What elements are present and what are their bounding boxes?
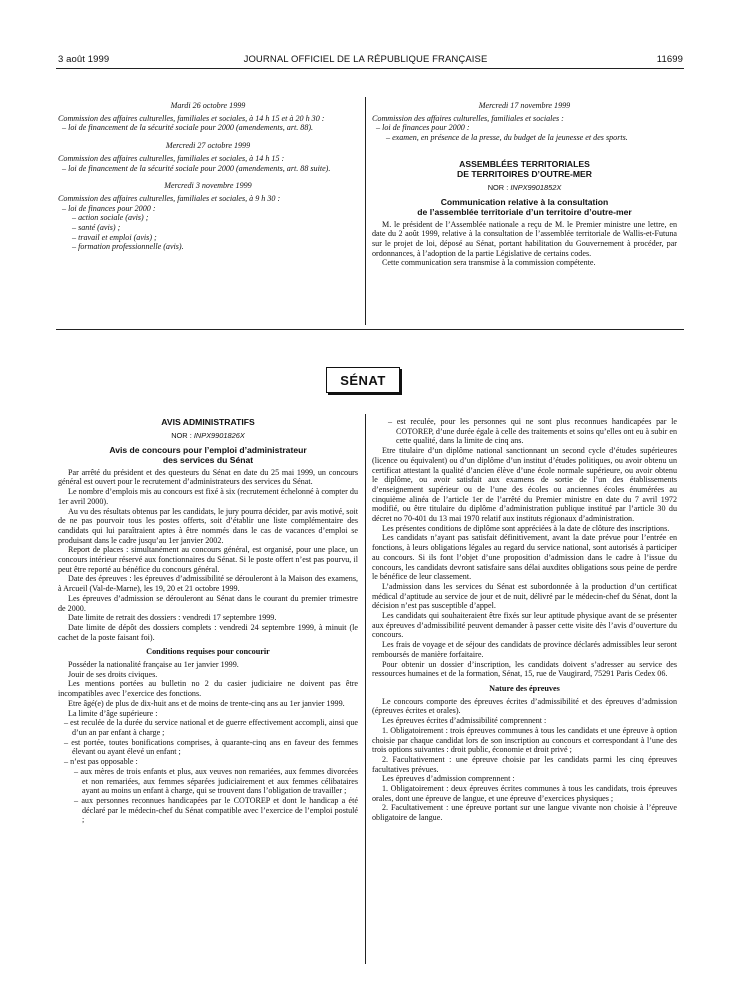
- page-number: 11699: [656, 54, 683, 65]
- avis-left-column: [58, 417, 358, 825]
- section-title: ASSEMBLÉES TERRITORIALES: [459, 158, 590, 169]
- paragraph: Posséder la nationalité française au 1er janvier 1999.: [68, 660, 239, 670]
- paragraph: Etre titulaire d’un diplôme national sanctionnant un second cycle d’études supérieures (licence ou équivalent) ou d’un diplôme d’un institut d’études politiques, ou avoir obtenu un certificat attestant la qualité d’ancien élève d’une école normale supérieure, ou avoir obtenu le diplôme, ou avoir satisfait aux examens de sortie de l’un des établissements d’enseignement supérieur ou de l’une des écoles ou anciennes écoles énumérées au cinquième alinéa de l’article 1er de l’arrêté du Premier ministre en date du 7 avril 1972 modifié, ou être titulaire du diplôme d’administration publique institué par l’article 30 du décret no 70-401 du 13 mai 1970 relatif aux instituts régionaux d’administration.: [372, 446, 677, 524]
- paragraph: La limite d’âge supérieure :: [68, 708, 158, 718]
- session-commission: Commission des affaires culturelles, familiales et sociales, à 14 h 15 :: [58, 153, 285, 163]
- paragraph: Date limite de retrait des dossiers : vendredi 17 septembre 1999.: [68, 613, 277, 623]
- agenda-subitem: – action sociale (avis) ;: [72, 213, 149, 223]
- paragraph: 2. Facultativement : une épreuve portant sur une langue vivante non choisie à l’épreuve obligatoire de langue.: [372, 803, 677, 823]
- list-subitem: – aux mères de trois enfants et plus, aux veuves non remariées, aux femmes divorcées et non remariées, aux femmes séparées judiciairement et aux femmes célibataires ayant au moins un enfant à charge, qui se trouvent dans l’obligation de travailler ;: [74, 766, 358, 796]
- agenda-left-column: [58, 101, 358, 252]
- paragraph: 2. Facultativement : une épreuve choisie par les candidats parmi les cinq épreuves facultatives prévues.: [372, 754, 677, 774]
- paragraph: Etre âgé(e) de plus de dix-huit ans et de moins de trente-cinq ans au 1er janvier 1999.: [68, 698, 345, 708]
- communication-title: Communication relative à la consultation de l’assemblée territoriale d’un territoire d’outre-mer: [417, 196, 632, 217]
- paragraph: Les candidats n’ayant pas satisfait définitivement, avant la date prévue pour l’entrée en fonctions, à leurs obligations légales au regard du service national, sont autorisés à participer au concours. Si ils font l’objet d’une proposition d’admission dans le cadre à l’issue du concours, les candidats devront satisfaire sans délai auxdites obligations sous peine de perdre le bénéfice de leur classement.: [372, 533, 677, 582]
- paragraph: Les mentions portées au bulletin no 2 du casier judiciaire ne doivent pas être incompatibles avec l’exercice des fonctions.: [58, 679, 358, 699]
- paragraph: L’admission dans les services du Sénat est subordonnée à la production d’un certificat médical d’aptitude au service de jour et de nuit, délivré par le médecin-chef du Sénat, dont la décision n’est pas susceptible d’appel.: [372, 581, 677, 611]
- paragraph: 1. Obligatoirement : trois épreuves communes à tous les candidats et une épreuve à option choisie par chaque candidat lors de son inscription au concours et correspondant à l’une des trois options suivantes : droit public, économie et droit privé ;: [372, 725, 677, 755]
- session-commission: Commission des affaires culturelles, familiales et sociales, à 9 h 30 :: [58, 193, 281, 203]
- agenda-subitem: – examen, en présence de la presse, du budget de la jeunesse et des sports.: [386, 133, 628, 143]
- paragraph: Le concours comporte des épreuves écrites d’admissibilité et des épreuves d’admission (épreuves écrites et orales).: [372, 696, 677, 716]
- paragraph: Jouir de ses droits civiques.: [68, 669, 158, 679]
- paragraph: Les présentes conditions de diplôme sont appréciées à la date de clôture des inscriptions.: [382, 523, 670, 533]
- paragraph: Les épreuves d’admission comprennent :: [382, 774, 515, 784]
- agenda-subitem: – formation professionnelle (avis).: [72, 242, 184, 252]
- section-rule: [56, 329, 684, 330]
- session-commission: Commission des affaires culturelles, familiales et sociales, à 14 h 15 et à 20 h 30 :: [58, 113, 325, 123]
- agenda-item: – loi de financement de la sécurité sociale pour 2000 (amendements, art. 88 suite).: [62, 163, 331, 173]
- session-date: Mardi 26 octobre 1999: [170, 101, 246, 110]
- nor-reference: NOR : INPX9901826X: [171, 431, 245, 440]
- header-date: 3 août 1999: [58, 54, 110, 65]
- paragraph: Les candidats qui souhaiteraient être fixés sur leur aptitude physique avant de se présenter aux épreuves d’admissibilité peuvent demander à passer cette visite dès l’avis d’ouverture du concours.: [372, 611, 677, 640]
- agenda-item: – loi de finances pour 2000 :: [376, 123, 470, 133]
- section-title: AVIS ADMINISTRATIFS: [161, 417, 255, 427]
- header-rule: [56, 68, 684, 69]
- avis-right-column: [372, 417, 677, 823]
- agenda-item: – loi de financement de la sécurité sociale pour 2000 (amendements, art. 88).: [62, 123, 314, 133]
- paragraph: Au vu des résultats obtenus par les candidats, le jury pourra décider, par avis motivé, soit de ne pas pourvoir tous les postes offerts, soit d’établir une liste complémentaire des candidats qui lui paraîtraient aptes à être nommés dans le cas de vacances d’emploi se produisant dans le cadre jusqu’au 1er janvier 2002.: [58, 506, 358, 545]
- list-item: – n’est pas opposable :: [64, 757, 138, 767]
- paragraph: Date des épreuves : les épreuves d’admissibilité se dérouleront à la Maison des examens, à Arcueil (Val-de-Marne), les 19, 20 et 21 octobre 1999.: [58, 574, 358, 594]
- agenda-subitem: – santé (avis) ;: [72, 223, 121, 233]
- senat-heading: SÉNAT: [326, 367, 400, 393]
- session-date: Mercredi 27 octobre 1999: [165, 141, 251, 151]
- agenda-item: – loi de finances pour 2000 :: [62, 203, 156, 213]
- paragraph: Cette communication sera transmise à la commission compétente.: [382, 258, 596, 268]
- conditions-heading: Conditions requises pour concourir: [146, 647, 270, 657]
- paragraph: Pour obtenir un dossier d’inscription, les candidats doivent s’adresser au service des ressources humaines et de la formation, Sénat, 15, rue de Vaugirard, 75291 Paris Cedex 06.: [372, 659, 677, 679]
- session-commission: Commission des affaires culturelles, familiales et sociales :: [372, 113, 564, 123]
- paragraph: Les épreuves écrites d’admissibilité comprennent :: [382, 716, 547, 726]
- agenda-subitem: – travail et emploi (avis) ;: [72, 232, 157, 242]
- list-subitem: – est reculée, pour les personnes qui ne sont plus reconnues handicapées par le COTOREP, d’une durée égale à celle des traitements et soins qu’elles ont eu à subir en cette qualité, dans la limite de cinq ans.: [388, 417, 677, 446]
- list-item: – est portée, toutes bonifications comprises, à quarante-cinq ans en faveur des femmes élevant ou ayant élevé un enfant ;: [64, 737, 358, 757]
- paragraph: 1. Obligatoirement : deux épreuves écrites communes à tous les candidats, trois épreuves orales, dont une épreuve de langue, et une épreuve d’exercices physiques ;: [372, 784, 677, 803]
- avis-title: Avis de concours pour l’emploi d’administrateur des services du Sénat: [109, 444, 307, 465]
- paragraph: Les frais de voyage et de séjour des candidats de province déclarés admissibles leur seront remboursés de manière forfaitaire.: [372, 640, 677, 659]
- column-divider: [365, 414, 366, 964]
- paragraph: Date limite de dépôt des dossiers complets : vendredi 24 septembre 1999, à minuit (le cachet de la poste faisant foi).: [58, 622, 358, 642]
- paragraph: Par arrêté du président et des questeurs du Sénat en date du 25 mai 1999, un concours général est ouvert pour le recrutement d’administrateurs des services du Sénat.: [58, 467, 358, 487]
- nature-heading: Nature des épreuves: [489, 683, 560, 693]
- section-title: DE TERRITOIRES D’OUTRE-MER: [457, 168, 592, 179]
- list-item: – est reculée de la durée du service national et de guerre effectivement accompli, ainsi que d’un an par enfant à charge ;: [64, 718, 358, 737]
- journal-title: JOURNAL OFFICIEL DE LA RÉPUBLIQUE FRANÇAISE: [243, 54, 488, 65]
- column-divider: [365, 97, 366, 325]
- session-date: Mercredi 3 novembre 1999: [164, 181, 252, 191]
- paragraph: Les épreuves d’admission se dérouleront au Sénat dans le courant du premier trimestre de 2000.: [58, 593, 358, 613]
- nor-reference: NOR : INPX9901852X: [487, 182, 562, 192]
- session-date: Mercredi 17 novembre 1999: [478, 101, 571, 110]
- list-subitem: – aux personnes reconnues handicapées par le COTOREP et dont le handicap a été déclaré par le médecin-chef du Sénat compatible avec l’exercice de l’emploi postulé ;: [74, 795, 358, 825]
- paragraph: M. le président de l’Assemblée nationale a reçu de M. le Premier ministre une lettre, en date du 2 août 1999, relative à la consultation de l’assemblée territoriale de Wallis-et-Futuna sur le projet de loi, déposé au Sénat, portant habilitation du Gouvernement à procéder, par ordonnances, à l’adoption de la partie Législative de certains codes.: [372, 219, 677, 258]
- agenda-right-column: [372, 101, 677, 268]
- paragraph: Report de places : simultanément au concours général, est organisé, pour une place, un concours intérieur réservé aux fonctionnaires du Sénat. Si le poste offert n’est pas pourvu, il peut être reporté au bénéfice du concours général.: [58, 545, 358, 574]
- paragraph: Le nombre d’emplois mis au concours est fixé à six (recrutement échelonné à compter du 1er avril 2000).: [58, 487, 358, 506]
